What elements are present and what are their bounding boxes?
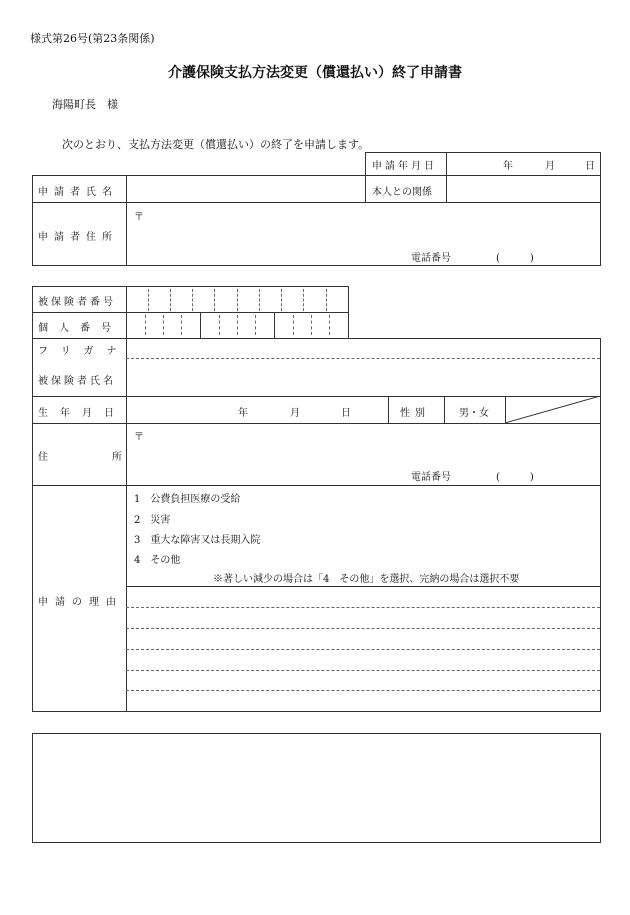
reason-detail-input[interactable]: [127, 587, 599, 711]
insured-phone-label: 電話番号: [411, 472, 451, 483]
applicant-name-input[interactable]: [127, 176, 364, 201]
addressee: 海陽町長 様: [52, 98, 118, 111]
sex-label: 性別: [400, 408, 430, 419]
date-input[interactable]: [447, 153, 599, 174]
personal-number-input[interactable]: [127, 313, 347, 337]
applicant-address-label: 申請者住所: [38, 232, 118, 243]
birth-date-input[interactable]: [127, 397, 387, 421]
reason-option-1[interactable]: 1 公費負担医療の受給: [134, 494, 241, 505]
insured-name-label: 被保険者氏名: [38, 376, 116, 387]
reason-option-2[interactable]: 2 災害: [134, 515, 171, 526]
birth-date-label: 生年月日: [38, 408, 126, 419]
applicant-address-input[interactable]: [127, 203, 599, 243]
intro-text: 次のとおり、支払方法変更（償還払い）の終了を申請します。: [62, 138, 370, 151]
reason-label: 申請の理由: [38, 597, 123, 608]
birth-year-unit: 年: [238, 408, 248, 419]
applicant-name-label: 申請者氏名: [38, 187, 118, 198]
form-number: 様式第26号(第23条関係): [30, 32, 155, 45]
furigana-label: フリガナ: [38, 346, 130, 357]
insured-phone-paren: ( ): [496, 472, 534, 483]
relation-label: 本人との関係: [372, 187, 432, 198]
date-month-unit: 月: [545, 161, 555, 172]
reason-option-3[interactable]: 3 重大な障害又は長期入院: [134, 535, 261, 546]
relation-input[interactable]: [447, 176, 599, 201]
applicant-phone-label: 電話番号: [411, 253, 451, 264]
insured-number-label: 被保険者番号: [38, 297, 116, 308]
personal-number-label: 個人番号: [38, 323, 122, 334]
date-label: 申請年月日: [372, 161, 437, 172]
birth-day-unit: 日: [341, 408, 351, 419]
reason-note: ※著しい減少の場合は「4 その他」を選択、完納の場合は選択不要: [213, 574, 520, 585]
date-day-unit: 日: [585, 161, 595, 172]
remarks-box[interactable]: [32, 733, 601, 843]
birth-month-unit: 月: [290, 408, 300, 419]
date-year-unit: 年: [503, 161, 513, 172]
postal-mark: 〒: [134, 432, 144, 443]
insured-address-input[interactable]: [127, 424, 599, 464]
sex-options[interactable]: 男・女: [459, 408, 489, 419]
insured-name-input[interactable]: [127, 360, 599, 395]
address-label-first: 住: [38, 452, 48, 463]
reason-option-4[interactable]: 4 その他: [134, 555, 181, 566]
diagonal-slash: [505, 396, 601, 423]
furigana-input[interactable]: [127, 339, 599, 357]
form-title: 介護保険支払方法変更（償還払い）終了申請書: [168, 65, 462, 81]
insured-number-input[interactable]: [127, 287, 347, 312]
applicant-phone-paren: ( ): [496, 253, 534, 264]
address-label-second: 所: [112, 452, 122, 463]
postal-mark: 〒: [134, 212, 144, 223]
